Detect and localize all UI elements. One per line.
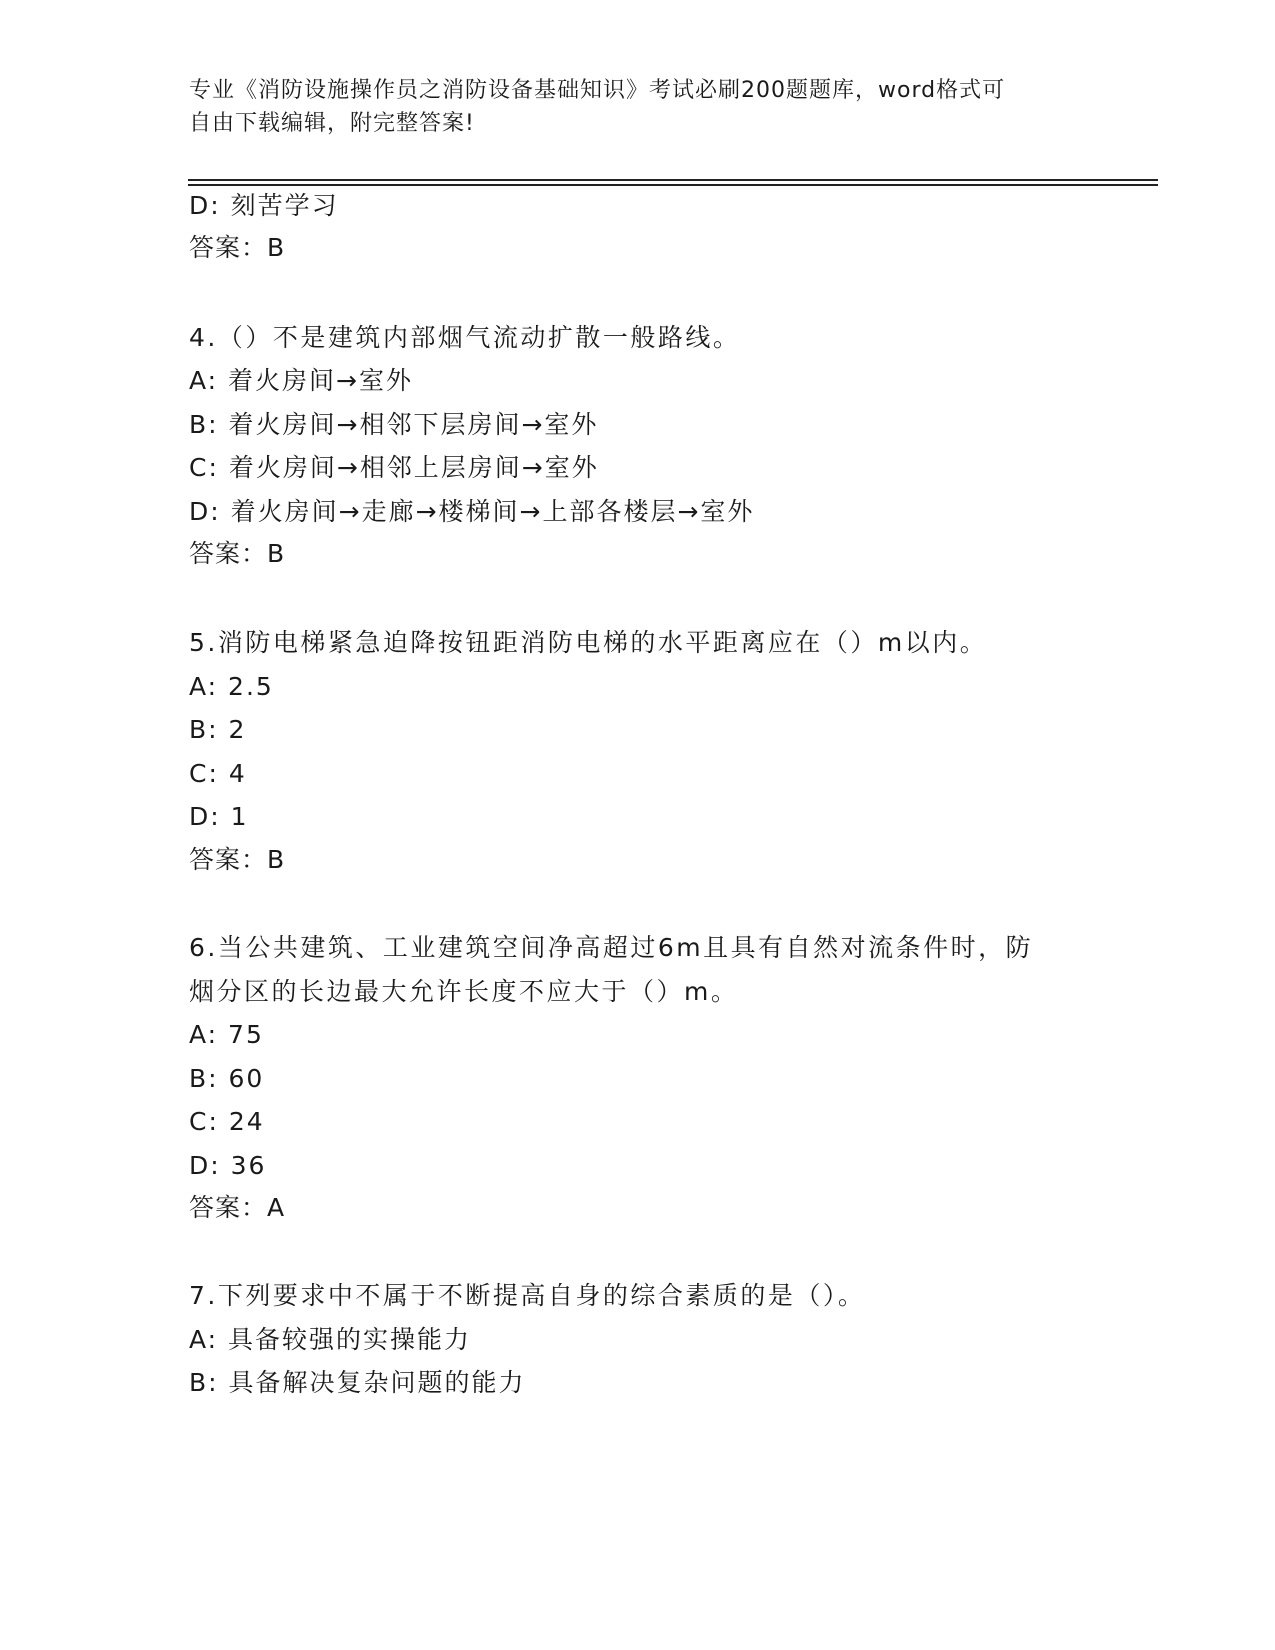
q5-option-c: C: 4 bbox=[189, 759, 247, 788]
q4-option-c: C: 着火房间→相邻上层房间→室外 bbox=[189, 453, 599, 482]
q6-option-a: A: 75 bbox=[189, 1020, 264, 1049]
q7-question: 7.下列要求中不属于不断提高自身的综合素质的是（）。 bbox=[189, 1281, 866, 1310]
q4-option-a: A: 着火房间→室外 bbox=[189, 366, 413, 395]
q4-option-d: D: 着火房间→走廊→楼梯间→上部各楼层→室外 bbox=[189, 497, 755, 526]
q3-option-d: D: 刻苦学习 bbox=[189, 191, 339, 220]
q4-option-b: B: 着火房间→相邻下层房间→室外 bbox=[189, 410, 599, 439]
q6-question-line-2: 烟分区的长边最大允许长度不应大于（）m。 bbox=[189, 977, 739, 1006]
q7-option-a: A: 具备较强的实操能力 bbox=[189, 1325, 472, 1354]
q6-answer: 答案：A bbox=[189, 1193, 286, 1222]
document-header bbox=[189, 74, 1089, 140]
q6-question-line-1: 6.当公共建筑、工业建筑空间净高超过6m且具有自然对流条件时，防 bbox=[189, 933, 1034, 962]
header-divider-top bbox=[188, 179, 1158, 181]
q3-answer: 答案：B bbox=[189, 233, 286, 262]
q5-question: 5.消防电梯紧急迫降按钮距消防电梯的水平距离应在（）m以内。 bbox=[189, 628, 988, 657]
header-line-1: 专业《消防设施操作员之消防设备基础知识》考试必刷200题题库，word格式可 bbox=[189, 78, 1006, 103]
header-divider-bottom bbox=[188, 184, 1158, 186]
q5-option-d: D: 1 bbox=[189, 802, 249, 831]
header-line-2: 自由下载编辑，附完整答案! bbox=[189, 111, 475, 136]
q5-option-a: A: 2.5 bbox=[189, 672, 274, 701]
q6-option-b: B: 60 bbox=[189, 1064, 265, 1093]
q5-option-b: B: 2 bbox=[189, 715, 247, 744]
q4-question: 4.（）不是建筑内部烟气流动扩散一般路线。 bbox=[189, 323, 741, 352]
q6-option-d: D: 36 bbox=[189, 1151, 267, 1180]
q6-option-c: C: 24 bbox=[189, 1107, 265, 1136]
q7-option-b: B: 具备解决复杂问题的能力 bbox=[189, 1368, 526, 1397]
q5-answer: 答案：B bbox=[189, 845, 286, 874]
q4-answer: 答案：B bbox=[189, 539, 286, 568]
